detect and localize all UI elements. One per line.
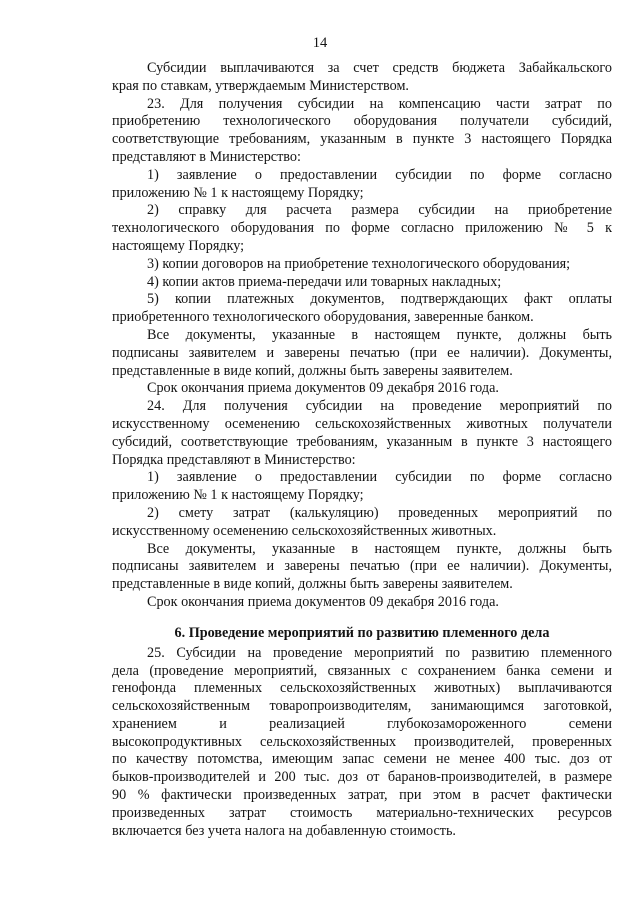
text-line: технологического оборудования по форме согласно приложению № 5 к xyxy=(112,220,612,237)
text-line: дела (проведение мероприятий, связанных с сохранением банка семени и xyxy=(112,662,612,679)
text-line: приобретенного технологического оборудования, заверенные банком. xyxy=(112,309,534,326)
page-body xyxy=(112,60,612,840)
text-line: 23. Для получения субсидии на компенсацию части затрат по xyxy=(147,95,612,112)
text-line: приобретению технологического оборудования получатели субсидий, xyxy=(112,113,612,130)
text-line: подписаны заявителем и заверены печатью (при ее наличии). Документы, xyxy=(112,558,612,575)
text-line: приложению № 1 к настоящему Порядку; xyxy=(112,487,364,504)
text-line: 4) копии актов приема-передачи или товарных накладных; xyxy=(147,273,502,290)
text-line: произведенных затрат стоимость материально-технических ресурсов xyxy=(112,804,612,821)
text-line: по качеству потомства, имеющим запас семени не менее 400 тыс. доз от xyxy=(112,751,612,768)
text-line: искусственному осеменению сельскохозяйственных животных. xyxy=(112,522,497,539)
text-line: соответствующие требованиям, указанным в пункте 3 настоящего Порядка xyxy=(112,131,612,148)
text-line: 25. Субсидии на проведение мероприятий по развитию племенного xyxy=(147,644,612,661)
page-number: 14 xyxy=(312,35,328,51)
text-line: Порядка представляют в Министерство: xyxy=(112,451,356,468)
paragraphs-before-heading xyxy=(112,60,612,612)
text-line: генофонда племенных сельскохозяйственных животных) выплачиваются xyxy=(112,680,612,697)
text-line: быков-производителей и 200 тыс. доз от баранов-производителей, в размере xyxy=(112,769,612,786)
paragraphs-after-heading xyxy=(112,645,612,841)
section-heading: 6. Проведение мероприятий по развитию племенного дела xyxy=(174,624,550,641)
text-line: хранением и реализацией глубокозамороженного семени xyxy=(112,715,612,732)
text-line: Субсидии выплачиваются за счет средств бюджета Забайкальского xyxy=(147,60,612,76)
text-line: подписаны заявителем и заверены печатью (при ее наличии). Документы, xyxy=(112,344,612,361)
text-line: Все документы, указанные в настоящем пункте, должны быть xyxy=(147,326,612,343)
text-line: искусственному осеменению сельскохозяйственных животных получатели xyxy=(112,415,612,432)
text-line: приложению № 1 к настоящему Порядку; xyxy=(112,184,364,201)
text-line: 5) копии платежных документов, подтверждающих факт оплаты xyxy=(147,291,612,308)
text-line: представленные в виде копий, должны быть заверены заявителем. xyxy=(112,576,513,593)
text-line: 2) смету затрат (калькуляцию) проведенных мероприятий по xyxy=(147,504,612,521)
text-line: 1) заявление о предоставлении субсидии по форме согласно xyxy=(147,469,612,486)
text-line: Срок окончания приема документов 09 декабря 2016 года. xyxy=(147,380,499,397)
text-line: представляют в Министерство: xyxy=(112,148,301,165)
text-line: 1) заявление о предоставлении субсидии по форме согласно xyxy=(147,166,612,183)
text-line: включается без учета налога на добавленную стоимость. xyxy=(112,822,456,839)
text-line: высокопродуктивных сельскохозяйственных производителей, проверенных xyxy=(112,733,612,750)
text-line: Все документы, указанные в настоящем пункте, должны быть xyxy=(147,540,612,557)
text-line: представленные в виде копий, должны быть заверены заявителем. xyxy=(112,362,513,379)
text-line: Срок окончания приема документов 09 декабря 2016 года. xyxy=(147,593,499,610)
text-line: 3) копии договоров на приобретение технологического оборудования; xyxy=(147,255,571,272)
text-line: 2) справку для расчета размера субсидии на приобретение xyxy=(147,202,612,219)
text-line: сельскохозяйственным товаропроизводителям, занимающимся заготовкой, xyxy=(112,698,612,715)
text-line: 24. Для получения субсидии на проведение мероприятий по xyxy=(147,398,612,415)
text-line: 90 % фактически произведенных затрат, при этом в расчет фактически xyxy=(112,787,612,804)
text-line: настоящему Порядку; xyxy=(112,237,245,254)
text-line: края по ставкам, утверждаемым Министерством. xyxy=(112,77,409,94)
text-line: субсидий, соответствующие требованиям, указанным в пункте 3 настоящего xyxy=(112,433,612,450)
